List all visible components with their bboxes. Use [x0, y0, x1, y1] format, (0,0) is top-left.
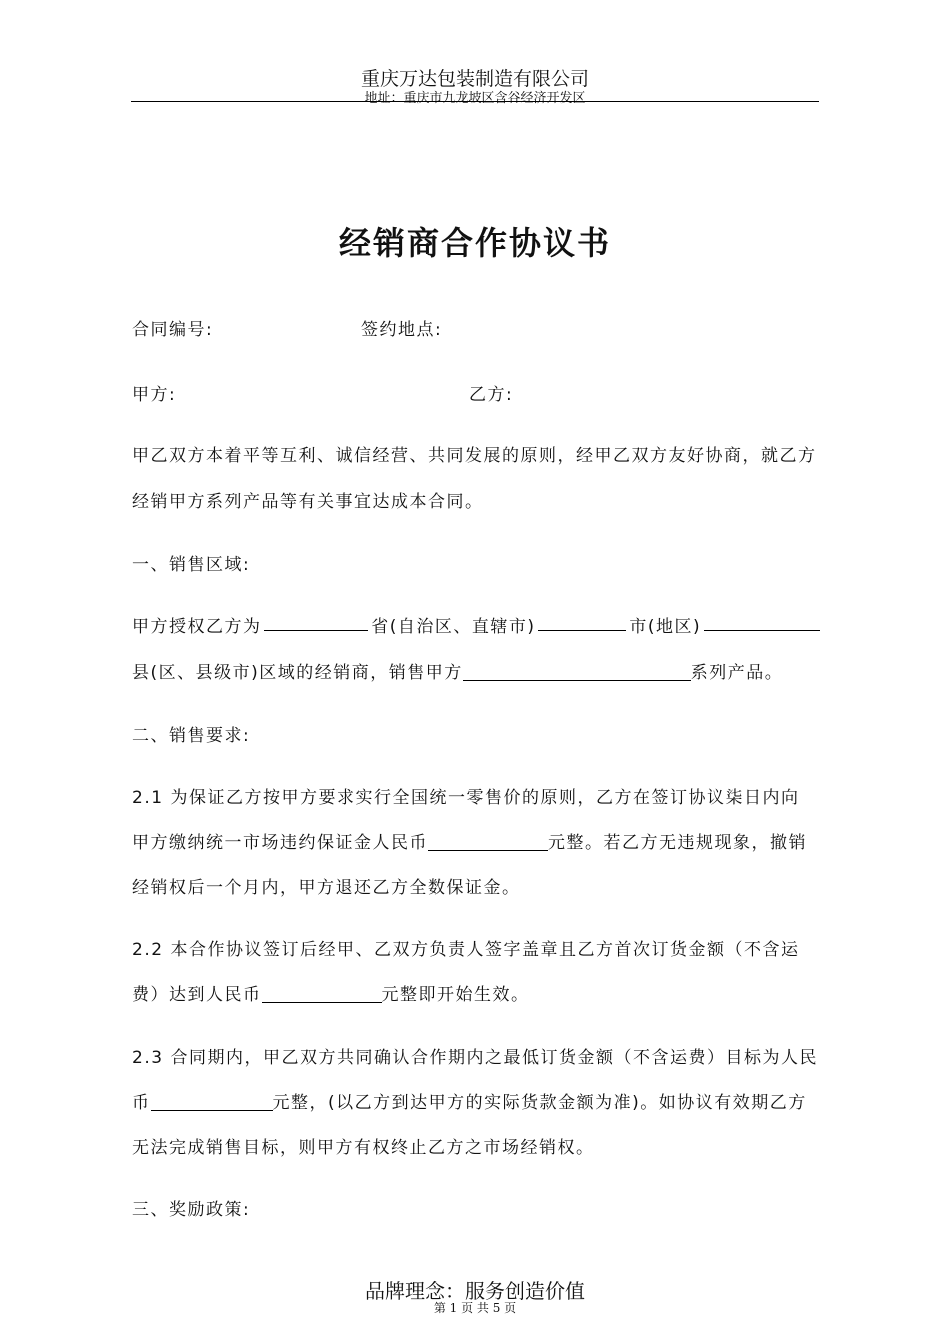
clause-2-3-line-3: 无法完成销售目标，则甲方有权终止乙方之市场经销权。: [132, 1138, 595, 1158]
company-name: 重庆万达包装制造有限公司: [360, 68, 589, 90]
product-series-blank[interactable]: [463, 662, 691, 681]
clause-2-1-line-1: 2.1 为保证乙方按甲方要求实行全国统一零售价的原则，乙方在签订协议柒日内向: [132, 788, 800, 808]
document-title: 经销商合作协议书: [338, 224, 611, 262]
page-number: 第 1 页 共 5 页: [433, 1301, 517, 1315]
clause-2-1-line-3: 经销权后一个月内，甲方退还乙方全数保证金。: [132, 878, 521, 898]
section-1-heading: 一、销售区域:: [132, 555, 251, 575]
min-order-amount-blank[interactable]: [151, 1092, 273, 1111]
intro-line-2: 经销甲方系列产品等有关事宜达成本合同。: [132, 492, 484, 512]
clause-2-2-line-2: [132, 980, 530, 1005]
deposit-label: 甲方缴纳统一市场违约保证金人民币: [132, 833, 428, 853]
header-rule: [131, 101, 819, 102]
deposit-suffix: 元整。若乙方无违规现象，撤销: [548, 833, 807, 853]
section-1-line-2: [132, 658, 783, 683]
section-1-line-1: [132, 612, 820, 637]
first-order-suffix: 元整即开始生效。: [381, 985, 530, 1005]
clause-2-3-line-1: 2.3 合同期内，甲乙双方共同确认合作期内之最低订货金额（不含运费）目标为人民: [132, 1048, 818, 1068]
province-label: 省(自治区、直辖市): [371, 617, 536, 637]
company-address: 地址：重庆市九龙坡区含谷经济开发区: [364, 91, 586, 106]
section-2-heading: 二、销售要求:: [132, 726, 251, 746]
section-3-heading: 三、奖励政策:: [132, 1200, 251, 1220]
party-a-label: 甲方:: [132, 385, 177, 405]
min-order-prefix: 币: [132, 1093, 151, 1113]
deposit-amount-blank[interactable]: [428, 832, 548, 851]
clause-2-3-line-2: [132, 1088, 807, 1113]
region-prefix: 甲方授权乙方为: [132, 617, 262, 637]
sign-place-label: 签约地点:: [361, 320, 443, 340]
clause-2-2-line-1: 2.2 本合作协议签订后经甲、乙双方负责人签字盖章且乙方首次订货金额（不含运: [132, 940, 800, 960]
party-b-label: 乙方:: [469, 385, 514, 405]
city-blank[interactable]: [538, 612, 626, 631]
min-order-suffix: 元整，(以乙方到达甲方的实际货款金额为准)。如协议有效期乙方: [272, 1093, 807, 1113]
county-label: 县(区、县级市)区域的经销商，销售甲方: [132, 663, 463, 683]
brand-slogan: 品牌理念：服务创造价值: [365, 1279, 585, 1303]
first-order-label: 费）达到人民币: [132, 985, 262, 1005]
product-series-label: 系列产品。: [690, 663, 784, 683]
city-label: 市(地区): [629, 617, 702, 637]
contract-number-label: 合同编号:: [132, 320, 214, 340]
first-order-amount-blank[interactable]: [262, 984, 382, 1003]
clause-2-1-line-2: [132, 828, 807, 853]
intro-line-1: 甲乙双方本着平等互利、诚信经营、共同发展的原则，经甲乙双方友好协商，就乙方: [132, 446, 817, 466]
county-blank[interactable]: [704, 612, 820, 631]
province-blank[interactable]: [264, 612, 368, 631]
